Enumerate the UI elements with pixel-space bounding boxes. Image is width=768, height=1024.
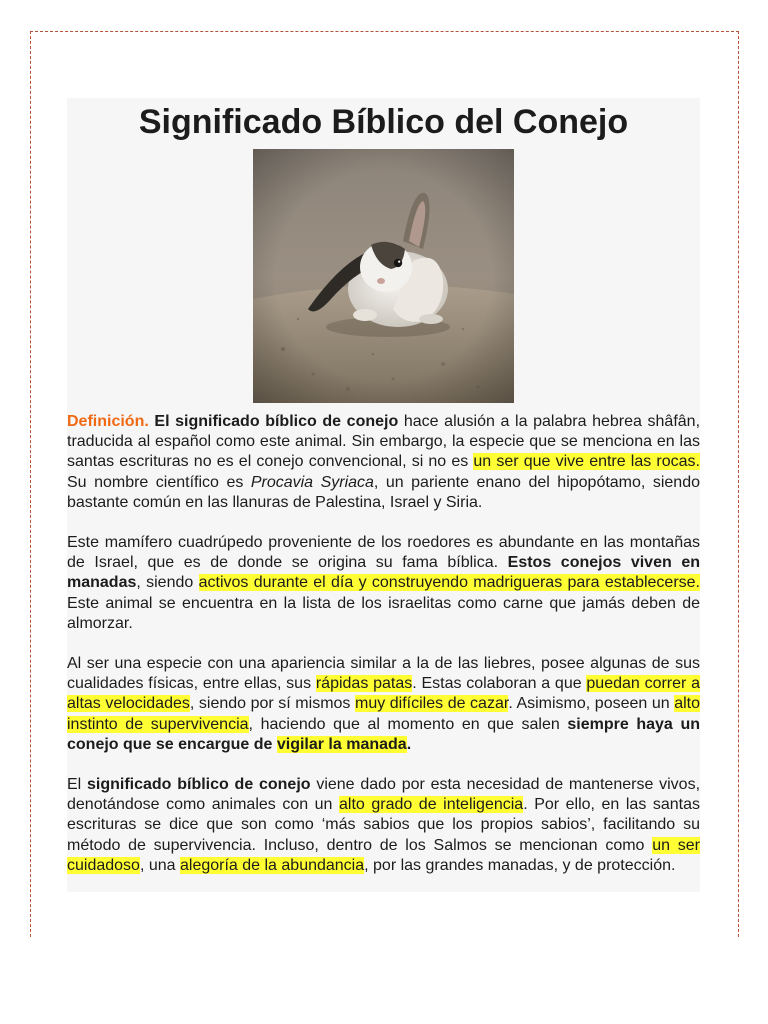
text-run: Este mamífero cuadrúpedo proveniente de los roedores es abundante en las montañas de Israel, que es de donde se origina su fama bíblica. — [67, 534, 700, 572]
article-body — [67, 412, 700, 876]
paragraph-definition — [67, 412, 700, 513]
text-run: Su nombre científico es — [67, 473, 251, 491]
text-run: . Asimismo, poseen un — [508, 695, 675, 713]
text-run: , siendo por sí mismos — [189, 695, 355, 713]
page-title: Significado Bíblico del Conejo — [138, 103, 629, 141]
paragraph-habitat — [67, 533, 700, 634]
paragraph-meaning — [67, 775, 700, 876]
bold-phrase: siempre haya un conejo que se encargue de — [67, 715, 700, 753]
text-run: . — [406, 735, 412, 753]
text-run: hace alusión a la palabra hebrea shâfân, traducida al español como este animal. Sin embargo, la especie que se menciona en las santas escrituras no es el conejo convencional, si no es — [67, 413, 701, 471]
text-run: , un pariente enano del hipopótamo, siendo bastante común en las llanuras de Palestina, Israel y Siria. — [67, 473, 700, 511]
text-run: Al ser una especie con una apariencia similar a la de las liebres, posee algunas de sus cualidades físicas, entre ellas, sus — [67, 655, 700, 693]
text-run: viene dado por esta necesidad de mantenerse vivos, denotándose como animales con un — [67, 776, 701, 814]
highlight-phrase: alegoría de la abundancia — [179, 856, 365, 874]
highlight-bold-phrase: vigilar la manada — [276, 735, 407, 753]
definition-label: Definición. — [67, 413, 149, 430]
text-run: . Por ello, en las santas escrituras se dice que son como ‘más sabios que los propios sabios’, facilitando su método de supervivencia. Incluso, dentro de los Salmos se mencionan como — [67, 796, 701, 854]
text-run: El — [67, 776, 87, 794]
scientific-name: Procavia Syriaca — [250, 473, 374, 491]
rabbit-photo-icon — [253, 149, 514, 403]
text-run: Este animal se encuentra en la lista de los israelitas como carne que jamás deben de almorzar. — [67, 594, 700, 632]
text-run: , por las grandes manadas, y de protección. — [364, 856, 676, 874]
text-run: , una — [139, 856, 180, 874]
highlight-phrase: rápidas patas — [315, 675, 413, 693]
text-run: , siendo — [136, 574, 199, 592]
highlight-phrase: muy difíciles de cazar — [354, 695, 509, 713]
highlight-phrase: un ser que vive entre las rocas. — [473, 453, 700, 471]
text-run: , haciendo que al momento en que salen — [248, 715, 568, 733]
highlight-phrase: activos durante el día y construyendo madrigueras para establecerse. — [198, 574, 701, 592]
article-panel — [67, 98, 700, 892]
paragraph-qualities — [67, 654, 700, 755]
highlight-phrase: un ser cuidadoso — [67, 836, 701, 874]
highlight-phrase: alto instinto de supervivencia — [67, 695, 701, 733]
bold-phrase: significado bíblico de conejo — [87, 776, 311, 794]
text-run: . Estas colaboran a que — [412, 675, 587, 693]
highlight-phrase: alto grado de inteligencia — [339, 796, 524, 814]
bold-phrase: Estos conejos viven en manadas — [67, 554, 700, 592]
highlight-phrase: puedan correr a altas velocidades — [67, 675, 701, 713]
rabbit-image — [253, 149, 514, 403]
bold-phrase: El significado bíblico de conejo — [154, 413, 399, 430]
